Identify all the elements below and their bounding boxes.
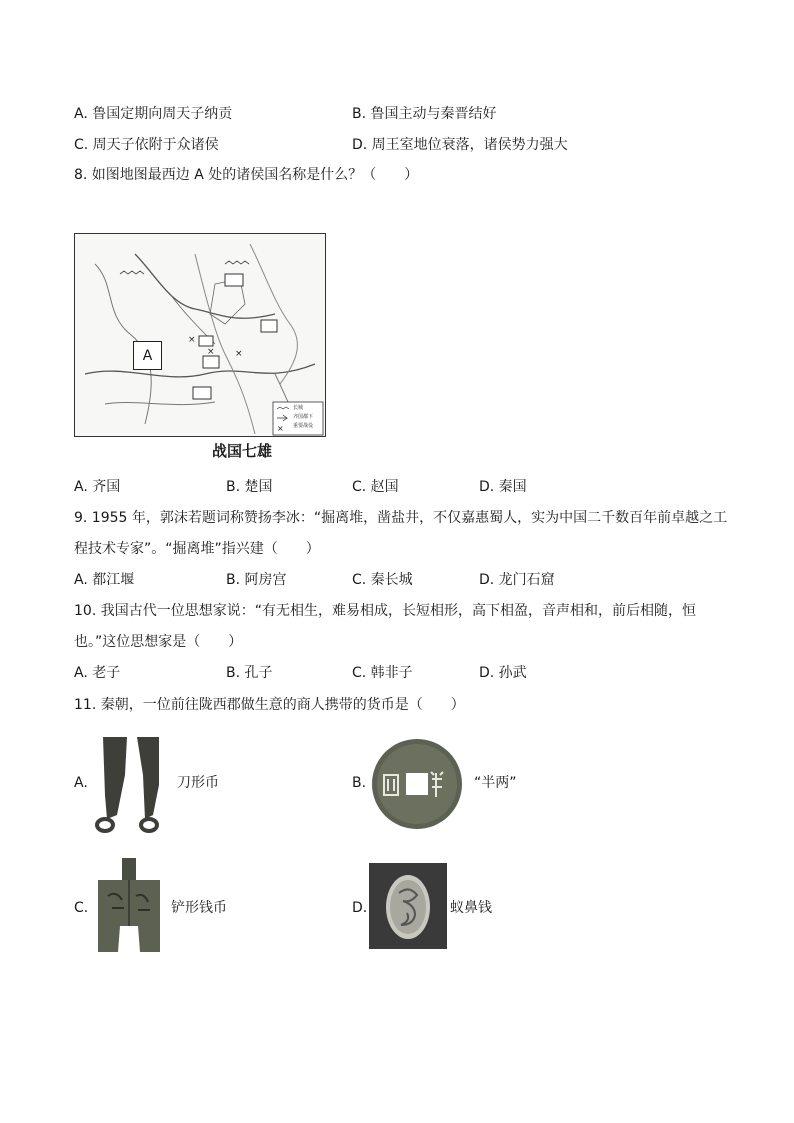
q11-option-a-label: 刀形币 [177,775,219,791]
q7-option-a[interactable]: A. 鲁国定期向周天子纳贡 [74,106,233,122]
legend-item-capital: 齐国都下 [293,414,314,420]
q11-option-b-letter[interactable]: B. [352,775,367,791]
q10-option-d[interactable]: D. 孙武 [479,665,527,681]
svg-text:×: × [235,349,243,359]
q10-stem-line2: 也。”这位思想家是（ ） [74,634,243,650]
map-legend [293,404,313,431]
ban-liang-coin-image [370,737,464,831]
q9-stem-line2: 程技术专家”。“掘离堆”指兴建（ ） [74,541,320,557]
q10-option-a[interactable]: A. 老子 [74,665,121,681]
spade-coin-image [94,856,164,956]
q9-stem-line1: 9. 1955 年，郭沫若题词称赞扬李冰：“掘离堆，凿盐井，不仅嘉惠蜀人，实为中国二千数百年前卓越之工 [74,510,728,526]
q7-option-c[interactable]: C. 周天子依附于众诸侯 [74,137,219,153]
q7-option-d[interactable]: D. 周王室地位衰落，诸侯势力强大 [352,137,568,153]
q11-option-d-label: 蚁鼻钱 [450,900,492,916]
map-marker-a-label: A [142,347,153,364]
q9-option-c[interactable]: C. 秦长城 [352,572,413,588]
q8-option-c[interactable]: C. 赵国 [352,479,399,495]
q11-option-c-letter[interactable]: C. [74,900,89,916]
q11-option-b-label: “半两” [474,775,517,791]
q11-option-a-letter[interactable]: A. [74,775,88,791]
q7-option-b[interactable]: B. 鲁国主动与秦晋结好 [352,106,497,122]
warring-states-map [74,233,326,437]
q9-option-a[interactable]: A. 都江堰 [74,572,135,588]
q10-stem-line1: 10. 我国古代一位思想家说：“有无相生，难易相成，长短相形，高下相盈，音声相和，前后相随，恒 [74,603,696,619]
map-drawing [75,234,325,436]
q10-option-b[interactable]: B. 孔子 [226,665,273,681]
legend-item-great-wall: 长城 [293,405,304,411]
q8-option-b[interactable]: B. 楚国 [226,479,273,495]
svg-text:×: × [207,347,215,357]
q9-option-b[interactable]: B. 阿房宫 [226,572,287,588]
q10-option-c[interactable]: C. 韩非子 [352,665,413,681]
q8-option-d[interactable]: D. 秦国 [479,479,527,495]
legend-item-battle: 重要战役 [293,423,314,429]
q11-option-d-letter[interactable]: D. [352,900,368,916]
map-marker-a [133,341,162,370]
map-caption: 战国七雄 [212,442,273,460]
q8-stem: 8. 如图地图最西边 A 处的诸侯国名称是什么？（ ） [74,167,419,183]
q11-option-c-label: 铲形钱币 [171,900,227,916]
ant-nose-coin-image [369,863,447,949]
knife-coin-image [93,735,173,835]
q11-stem: 11. 秦朝，一位前往陇西郡做生意的商人携带的货币是（ ） [74,697,465,713]
q8-option-a[interactable]: A. 齐国 [74,479,121,495]
q9-option-d[interactable]: D. 龙门石窟 [479,572,555,588]
svg-text:×: × [277,424,284,433]
svg-text:×: × [188,335,196,345]
